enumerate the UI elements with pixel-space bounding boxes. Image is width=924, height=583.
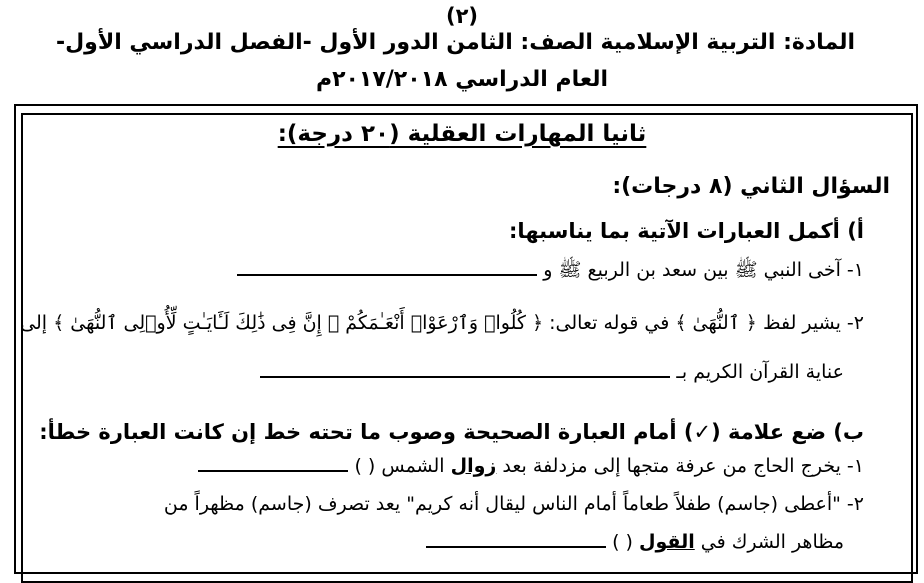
part-b-item-2-text: ٢- "أعطى (جاسم) طفلاً طعاماً أمام الناس ليقال أنه كريم" يعد تصرف (جاسم) مظهراً من [163,493,864,515]
part-b-item-2-continued [426,531,844,553]
part-a-item-2 [20,312,864,334]
correction-blank[interactable] [198,458,348,472]
header-year-line: العام الدراسي ٢٠١٧/٢٠١٨م [315,67,609,92]
answer-blank[interactable] [260,364,670,378]
page-number: (٢) [445,4,479,28]
part-a-instruction: أ) أكمل العبارات الآتية بما يناسبها: [509,219,864,243]
header-subject-line: المادة: التربية الإسلامية الصف: الثامن الدور الأول -الفصل الدراسي الأول- [55,30,855,55]
underlined-word: زوال [450,455,497,477]
correction-blank[interactable] [426,534,606,548]
part-b-item-2-pre: مظاهر الشرك في [700,531,844,553]
part-a-item-2-cont-text: عناية القرآن الكريم بـ [676,361,844,383]
section-title-text: ثانيا المهارات العقلية (٢٠ درجة): [277,121,647,147]
part-b-item-1 [198,455,864,477]
part-a-item-2-text: ٢- يشير لفظ ﴿ ٱلنُّهَىٰ ﴾ في قوله تعالى: ﴿ كُلُوا۟ وَٱرْعَوْا۟ أَنْعَـٰمَكُمْ ۗ إِنَّ فِى ذَٰلِكَ لَـَٔايَـٰتٍ لِّأُو۟لِى ٱلنُّهَىٰ ﴾ إلى [20,312,864,334]
part-b-item-1-post: الشمس ( ) [354,455,445,477]
part-a-item-2-continued [260,361,844,383]
part-b-item-2-post: ( ) [612,531,633,553]
part-b-instruction: ب) ضع علامة (✓) أمام العبارة الصحيحة وصوب ما تحته خط إن كانت العبارة خطأ: [39,420,864,444]
part-b-item-1-pre: ١- يخرج الحاج من عرفة متجها إلى مزدلفة بعد [502,455,864,477]
section-title [0,121,924,147]
underlined-word: القول [639,531,695,553]
part-b-item-2 [164,493,864,515]
question-title: السؤال الثاني (٨ درجات): [612,174,890,199]
answer-blank[interactable] [237,262,537,276]
part-a-item-1 [237,258,864,286]
part-a-item-1-text: ١- آخى النبي ﷺ بين سعد بن الربيع ﷺ و [543,259,864,281]
